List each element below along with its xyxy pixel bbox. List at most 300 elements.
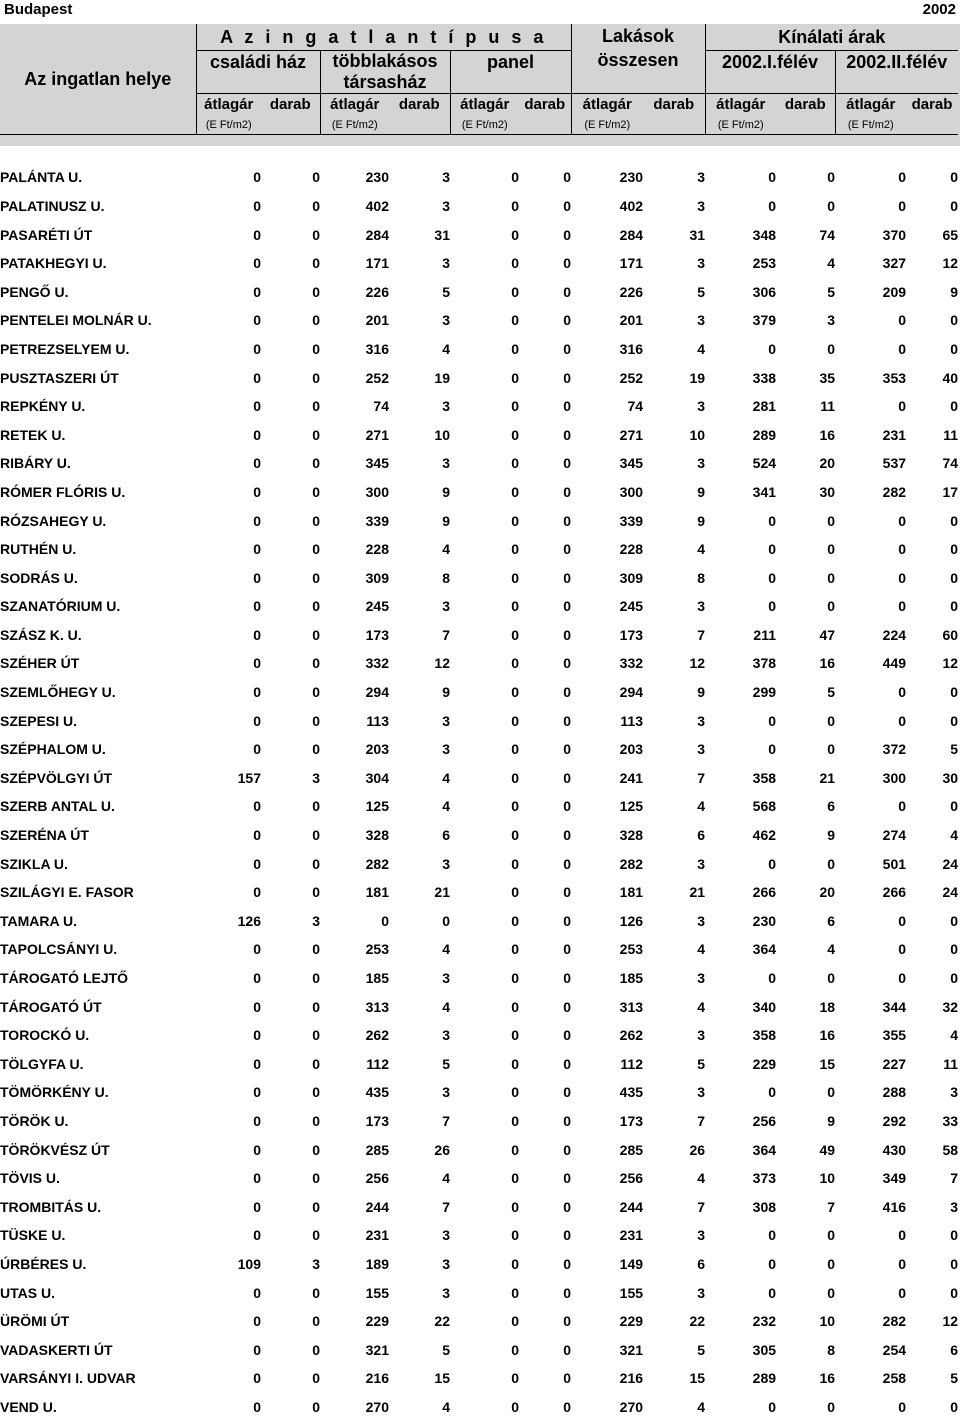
cell-count: 0	[261, 277, 320, 306]
cell-count: 5	[643, 1335, 705, 1364]
table-row	[0, 964, 958, 993]
cell-count: 24	[906, 878, 958, 907]
cell-avg-price: 0	[196, 449, 261, 478]
cell-avg-price: 0	[196, 592, 261, 621]
cell-avg-price: 0	[705, 1221, 776, 1250]
table-row	[0, 621, 958, 650]
cell-count: 0	[519, 1250, 571, 1279]
cell-count: 33	[906, 1107, 958, 1136]
price-table	[0, 24, 958, 1421]
cell-avg-price: 155	[320, 1278, 389, 1307]
cell-count: 0	[261, 1221, 320, 1250]
cell-avg-price: 0	[196, 392, 261, 421]
table-row	[0, 792, 958, 821]
table-row	[0, 1393, 958, 1421]
column-sub-csaladi: családi ház	[196, 51, 320, 94]
cell-count: 3	[389, 964, 450, 993]
cell-count: 3	[389, 163, 450, 192]
cell-avg-price: 253	[571, 935, 643, 964]
cell-avg-price: 253	[320, 935, 389, 964]
cell-avg-price: 372	[835, 735, 906, 764]
cell-count: 74	[906, 449, 958, 478]
cell-count: 4	[906, 1021, 958, 1050]
cell-count: 0	[519, 1164, 571, 1193]
cell-avg-price: 288	[835, 1078, 906, 1107]
cell-avg-price: 0	[450, 1364, 519, 1393]
cell-count: 21	[643, 878, 705, 907]
cell-avg-price: 0	[196, 220, 261, 249]
cell-avg-price: 294	[320, 678, 389, 707]
cell-avg-price: 339	[320, 506, 389, 535]
cell-avg-price: 0	[196, 678, 261, 707]
cell-avg-price: 173	[571, 621, 643, 650]
cell-avg-price: 0	[320, 907, 389, 936]
cell-avg-price: 0	[450, 706, 519, 735]
column-metric-count: darab	[261, 94, 320, 117]
cell-avg-price: 0	[196, 1364, 261, 1393]
cell-avg-price: 0	[196, 306, 261, 335]
cell-avg-price: 231	[320, 1221, 389, 1250]
cell-avg-price: 0	[450, 1250, 519, 1279]
cell-count: 4	[643, 1164, 705, 1193]
cell-avg-price: 321	[320, 1335, 389, 1364]
cell-avg-price: 0	[450, 735, 519, 764]
cell-count: 0	[261, 1107, 320, 1136]
table-row	[0, 277, 958, 306]
cell-count: 3	[776, 306, 835, 335]
cell-count: 0	[519, 1364, 571, 1393]
cell-count: 7	[389, 621, 450, 650]
cell-count: 3	[389, 706, 450, 735]
cell-avg-price: 0	[450, 449, 519, 478]
cell-count: 12	[643, 649, 705, 678]
cell-avg-price: 313	[320, 992, 389, 1021]
cell-avg-price: 0	[450, 1107, 519, 1136]
cell-avg-price: 126	[196, 907, 261, 936]
cell-avg-price: 0	[196, 1335, 261, 1364]
cell-count: 7	[389, 1107, 450, 1136]
table-row	[0, 163, 958, 192]
cell-avg-price: 253	[705, 249, 776, 278]
location-name: TÁROGATÓ LEJTŐ	[0, 964, 196, 993]
cell-count: 0	[261, 1050, 320, 1079]
cell-avg-price: 74	[320, 392, 389, 421]
cell-avg-price: 0	[196, 849, 261, 878]
cell-count: 0	[519, 335, 571, 364]
column-unit: (E Ft/m2)	[450, 116, 519, 135]
cell-avg-price: 321	[571, 1335, 643, 1364]
cell-avg-price: 299	[705, 678, 776, 707]
cell-avg-price: 0	[196, 1107, 261, 1136]
cell-avg-price: 339	[571, 506, 643, 535]
cell-avg-price: 0	[705, 1393, 776, 1421]
cell-avg-price: 0	[705, 535, 776, 564]
cell-count: 0	[906, 1250, 958, 1279]
cell-count: 0	[261, 735, 320, 764]
location-name: ÚRBÉRES U.	[0, 1250, 196, 1279]
cell-avg-price: 0	[196, 1307, 261, 1336]
cell-avg-price: 501	[835, 849, 906, 878]
table-row	[0, 592, 958, 621]
table-row	[0, 1164, 958, 1193]
cell-avg-price: 173	[571, 1107, 643, 1136]
cell-avg-price: 332	[320, 649, 389, 678]
column-metric-avg: átlagár	[835, 94, 906, 117]
cell-avg-price: 0	[835, 1221, 906, 1250]
cell-avg-price: 370	[835, 220, 906, 249]
cell-count: 16	[776, 420, 835, 449]
cell-avg-price: 262	[571, 1021, 643, 1050]
cell-avg-price: 0	[705, 163, 776, 192]
cell-count: 6	[643, 1250, 705, 1279]
cell-count: 18	[776, 992, 835, 1021]
table-row	[0, 764, 958, 793]
cell-count: 6	[643, 821, 705, 850]
cell-avg-price: 435	[571, 1078, 643, 1107]
cell-count: 11	[776, 392, 835, 421]
cell-count: 0	[261, 1307, 320, 1336]
cell-avg-price: 203	[320, 735, 389, 764]
cell-count: 19	[389, 363, 450, 392]
table-row	[0, 907, 958, 936]
column-sub-panel: panel	[450, 51, 571, 94]
location-name: SZÉPHALOM U.	[0, 735, 196, 764]
cell-avg-price: 0	[196, 649, 261, 678]
cell-avg-price: 0	[196, 363, 261, 392]
cell-count: 3	[906, 1078, 958, 1107]
cell-count: 3	[643, 907, 705, 936]
cell-count: 0	[776, 1393, 835, 1421]
cell-count: 0	[906, 563, 958, 592]
cell-avg-price: 74	[571, 392, 643, 421]
cell-avg-price: 0	[196, 249, 261, 278]
table-row	[0, 1364, 958, 1393]
cell-avg-price: 0	[450, 907, 519, 936]
location-name: TÜSKE U.	[0, 1221, 196, 1250]
location-name: TAMARA U.	[0, 907, 196, 936]
cell-count: 5	[389, 1335, 450, 1364]
column-unit: (E Ft/m2)	[705, 116, 776, 135]
cell-avg-price: 0	[196, 563, 261, 592]
location-name: PENTELEI MOLNÁR U.	[0, 306, 196, 335]
cell-count: 0	[261, 1278, 320, 1307]
cell-avg-price: 173	[320, 621, 389, 650]
table-row	[0, 1250, 958, 1279]
column-sub-half2: 2002.II.félév	[835, 51, 958, 94]
location-name: SZANATÓRIUM U.	[0, 592, 196, 621]
cell-avg-price: 270	[320, 1393, 389, 1421]
cell-avg-price: 274	[835, 821, 906, 850]
cell-count: 0	[906, 1278, 958, 1307]
cell-count: 40	[906, 363, 958, 392]
cell-avg-price: 345	[571, 449, 643, 478]
table-row	[0, 1307, 958, 1336]
cell-count: 0	[906, 535, 958, 564]
cell-avg-price: 358	[705, 1021, 776, 1050]
cell-avg-price: 171	[571, 249, 643, 278]
cell-avg-price: 328	[320, 821, 389, 850]
cell-count: 0	[261, 249, 320, 278]
cell-avg-price: 430	[835, 1135, 906, 1164]
cell-count: 0	[519, 764, 571, 793]
cell-count: 4	[643, 535, 705, 564]
cell-count: 7	[643, 621, 705, 650]
cell-avg-price: 0	[196, 1278, 261, 1307]
cell-avg-price: 0	[450, 878, 519, 907]
cell-avg-price: 0	[450, 1335, 519, 1364]
cell-count: 0	[519, 649, 571, 678]
table-body	[0, 135, 958, 1421]
cell-count: 0	[776, 1078, 835, 1107]
cell-count: 3	[389, 449, 450, 478]
cell-count: 0	[261, 849, 320, 878]
cell-avg-price: 316	[571, 335, 643, 364]
cell-avg-price: 449	[835, 649, 906, 678]
cell-count: 0	[519, 621, 571, 650]
cell-count: 4	[389, 535, 450, 564]
cell-count: 0	[906, 335, 958, 364]
cell-avg-price: 252	[571, 363, 643, 392]
cell-avg-price: 306	[705, 277, 776, 306]
location-name: VEND U.	[0, 1393, 196, 1421]
cell-avg-price: 0	[450, 306, 519, 335]
cell-avg-price: 0	[450, 163, 519, 192]
cell-count: 7	[643, 1192, 705, 1221]
cell-avg-price: 0	[450, 649, 519, 678]
cell-avg-price: 0	[196, 621, 261, 650]
cell-count: 7	[776, 1192, 835, 1221]
cell-count: 4	[389, 792, 450, 821]
cell-count: 4	[389, 935, 450, 964]
cell-avg-price: 0	[196, 335, 261, 364]
column-metric-avg: átlagár	[571, 94, 643, 117]
cell-avg-price: 0	[450, 1393, 519, 1421]
location-name: TROMBITÁS U.	[0, 1192, 196, 1221]
cell-avg-price: 332	[571, 649, 643, 678]
cell-avg-price: 379	[705, 306, 776, 335]
column-unit: (E Ft/m2)	[196, 116, 261, 135]
cell-avg-price: 0	[196, 535, 261, 564]
cell-count: 3	[643, 249, 705, 278]
cell-count: 9	[906, 277, 958, 306]
cell-avg-price: 0	[835, 392, 906, 421]
cell-avg-price: 0	[450, 821, 519, 850]
cell-count: 16	[776, 649, 835, 678]
cell-count: 0	[261, 992, 320, 1021]
cell-avg-price: 0	[835, 306, 906, 335]
table-row	[0, 535, 958, 564]
cell-avg-price: 0	[705, 706, 776, 735]
cell-count: 0	[776, 735, 835, 764]
cell-avg-price: 203	[571, 735, 643, 764]
cell-count: 31	[389, 220, 450, 249]
cell-avg-price: 0	[705, 506, 776, 535]
cell-count: 0	[261, 563, 320, 592]
cell-count: 0	[519, 907, 571, 936]
cell-count: 5	[389, 1050, 450, 1079]
cell-count: 6	[906, 1335, 958, 1364]
table-row	[0, 306, 958, 335]
cell-count: 4	[906, 821, 958, 850]
cell-count: 0	[906, 706, 958, 735]
cell-avg-price: 348	[705, 220, 776, 249]
cell-avg-price: 0	[835, 1278, 906, 1307]
cell-count: 0	[519, 992, 571, 1021]
cell-count: 0	[776, 849, 835, 878]
cell-count: 0	[261, 392, 320, 421]
cell-avg-price: 284	[320, 220, 389, 249]
cell-avg-price: 0	[450, 535, 519, 564]
cell-avg-price: 256	[320, 1164, 389, 1193]
cell-avg-price: 402	[571, 192, 643, 221]
cell-count: 6	[776, 907, 835, 936]
cell-count: 0	[906, 1393, 958, 1421]
cell-avg-price: 229	[571, 1307, 643, 1336]
cell-avg-price: 185	[320, 964, 389, 993]
cell-avg-price: 0	[835, 706, 906, 735]
column-metric-count: darab	[906, 94, 958, 117]
cell-count: 0	[906, 163, 958, 192]
cell-avg-price: 0	[835, 592, 906, 621]
column-group-total: Lakások összesen	[571, 24, 705, 93]
cell-avg-price: 271	[320, 420, 389, 449]
cell-count: 3	[643, 1021, 705, 1050]
location-name: SZÉPVÖLGYI ÚT	[0, 764, 196, 793]
cell-avg-price: 0	[450, 1221, 519, 1250]
cell-avg-price: 270	[571, 1393, 643, 1421]
cell-avg-price: 0	[835, 563, 906, 592]
location-name: TÖRÖK U.	[0, 1107, 196, 1136]
cell-avg-price: 345	[320, 449, 389, 478]
cell-count: 74	[776, 220, 835, 249]
cell-count: 5	[643, 277, 705, 306]
cell-count: 3	[643, 735, 705, 764]
cell-count: 0	[261, 592, 320, 621]
cell-avg-price: 244	[320, 1192, 389, 1221]
cell-avg-price: 201	[571, 306, 643, 335]
cell-count: 0	[261, 792, 320, 821]
cell-count: 0	[261, 1135, 320, 1164]
cell-count: 0	[261, 163, 320, 192]
cell-count: 0	[519, 220, 571, 249]
cell-avg-price: 252	[320, 363, 389, 392]
cell-count: 26	[389, 1135, 450, 1164]
table-row	[0, 335, 958, 364]
cell-count: 4	[389, 992, 450, 1021]
cell-count: 49	[776, 1135, 835, 1164]
cell-count: 30	[906, 764, 958, 793]
cell-avg-price: 0	[705, 563, 776, 592]
cell-count: 12	[906, 249, 958, 278]
cell-count: 0	[776, 192, 835, 221]
cell-count: 9	[776, 1107, 835, 1136]
cell-count: 0	[776, 1221, 835, 1250]
cell-avg-price: 109	[196, 1250, 261, 1279]
cell-count: 0	[519, 163, 571, 192]
cell-avg-price: 0	[196, 735, 261, 764]
cell-count: 4	[389, 764, 450, 793]
cell-count: 0	[776, 964, 835, 993]
cell-avg-price: 282	[835, 478, 906, 507]
cell-count: 0	[519, 478, 571, 507]
location-name: UTAS U.	[0, 1278, 196, 1307]
cell-count: 0	[776, 535, 835, 564]
cell-avg-price: 0	[450, 964, 519, 993]
cell-avg-price: 271	[571, 420, 643, 449]
cell-avg-price: 0	[835, 935, 906, 964]
cell-avg-price: 216	[320, 1364, 389, 1393]
cell-avg-price: 0	[450, 1278, 519, 1307]
cell-avg-price: 341	[705, 478, 776, 507]
column-group-offer: Kínálati árak	[705, 24, 958, 51]
location-name: ÜRÖMI ÚT	[0, 1307, 196, 1336]
cell-count: 3	[643, 192, 705, 221]
cell-count: 30	[776, 478, 835, 507]
cell-count: 8	[776, 1335, 835, 1364]
cell-avg-price: 0	[450, 363, 519, 392]
cell-count: 10	[389, 420, 450, 449]
cell-avg-price: 0	[450, 220, 519, 249]
cell-avg-price: 256	[571, 1164, 643, 1193]
cell-count: 3	[389, 249, 450, 278]
cell-count: 3	[643, 1221, 705, 1250]
column-metric-count: darab	[643, 94, 705, 117]
location-name: PENGŐ U.	[0, 277, 196, 306]
cell-count: 60	[906, 621, 958, 650]
cell-count: 5	[906, 735, 958, 764]
cell-avg-price: 0	[450, 506, 519, 535]
cell-count: 15	[389, 1364, 450, 1393]
cell-count: 8	[389, 563, 450, 592]
cell-count: 3	[643, 449, 705, 478]
cell-avg-price: 0	[196, 935, 261, 964]
cell-avg-price: 229	[320, 1307, 389, 1336]
cell-avg-price: 355	[835, 1021, 906, 1050]
cell-count: 0	[261, 1021, 320, 1050]
cell-avg-price: 157	[196, 764, 261, 793]
cell-avg-price: 344	[835, 992, 906, 1021]
cell-avg-price: 211	[705, 621, 776, 650]
cell-count: 0	[519, 192, 571, 221]
cell-avg-price: 125	[571, 792, 643, 821]
cell-count: 3	[643, 1078, 705, 1107]
cell-avg-price: 125	[320, 792, 389, 821]
table-row	[0, 1221, 958, 1250]
cell-avg-price: 0	[705, 1078, 776, 1107]
cell-count: 4	[389, 1393, 450, 1421]
cell-count: 0	[519, 964, 571, 993]
cell-avg-price: 266	[705, 878, 776, 907]
cell-count: 0	[261, 335, 320, 364]
cell-count: 0	[261, 506, 320, 535]
cell-count: 0	[261, 220, 320, 249]
location-name: SZEPESI U.	[0, 706, 196, 735]
column-unit: (E Ft/m2)	[835, 116, 906, 135]
cell-count: 0	[519, 792, 571, 821]
cell-avg-price: 0	[450, 1078, 519, 1107]
cell-avg-price: 266	[835, 878, 906, 907]
cell-avg-price: 0	[705, 964, 776, 993]
cell-count: 0	[519, 449, 571, 478]
cell-avg-price: 0	[196, 192, 261, 221]
cell-avg-price: 181	[571, 878, 643, 907]
cell-count: 7	[643, 764, 705, 793]
cell-avg-price: 216	[571, 1364, 643, 1393]
cell-avg-price: 231	[835, 420, 906, 449]
page-header	[0, 0, 960, 22]
location-name: PALATINUSZ U.	[0, 192, 196, 221]
cell-avg-price: 189	[320, 1250, 389, 1279]
